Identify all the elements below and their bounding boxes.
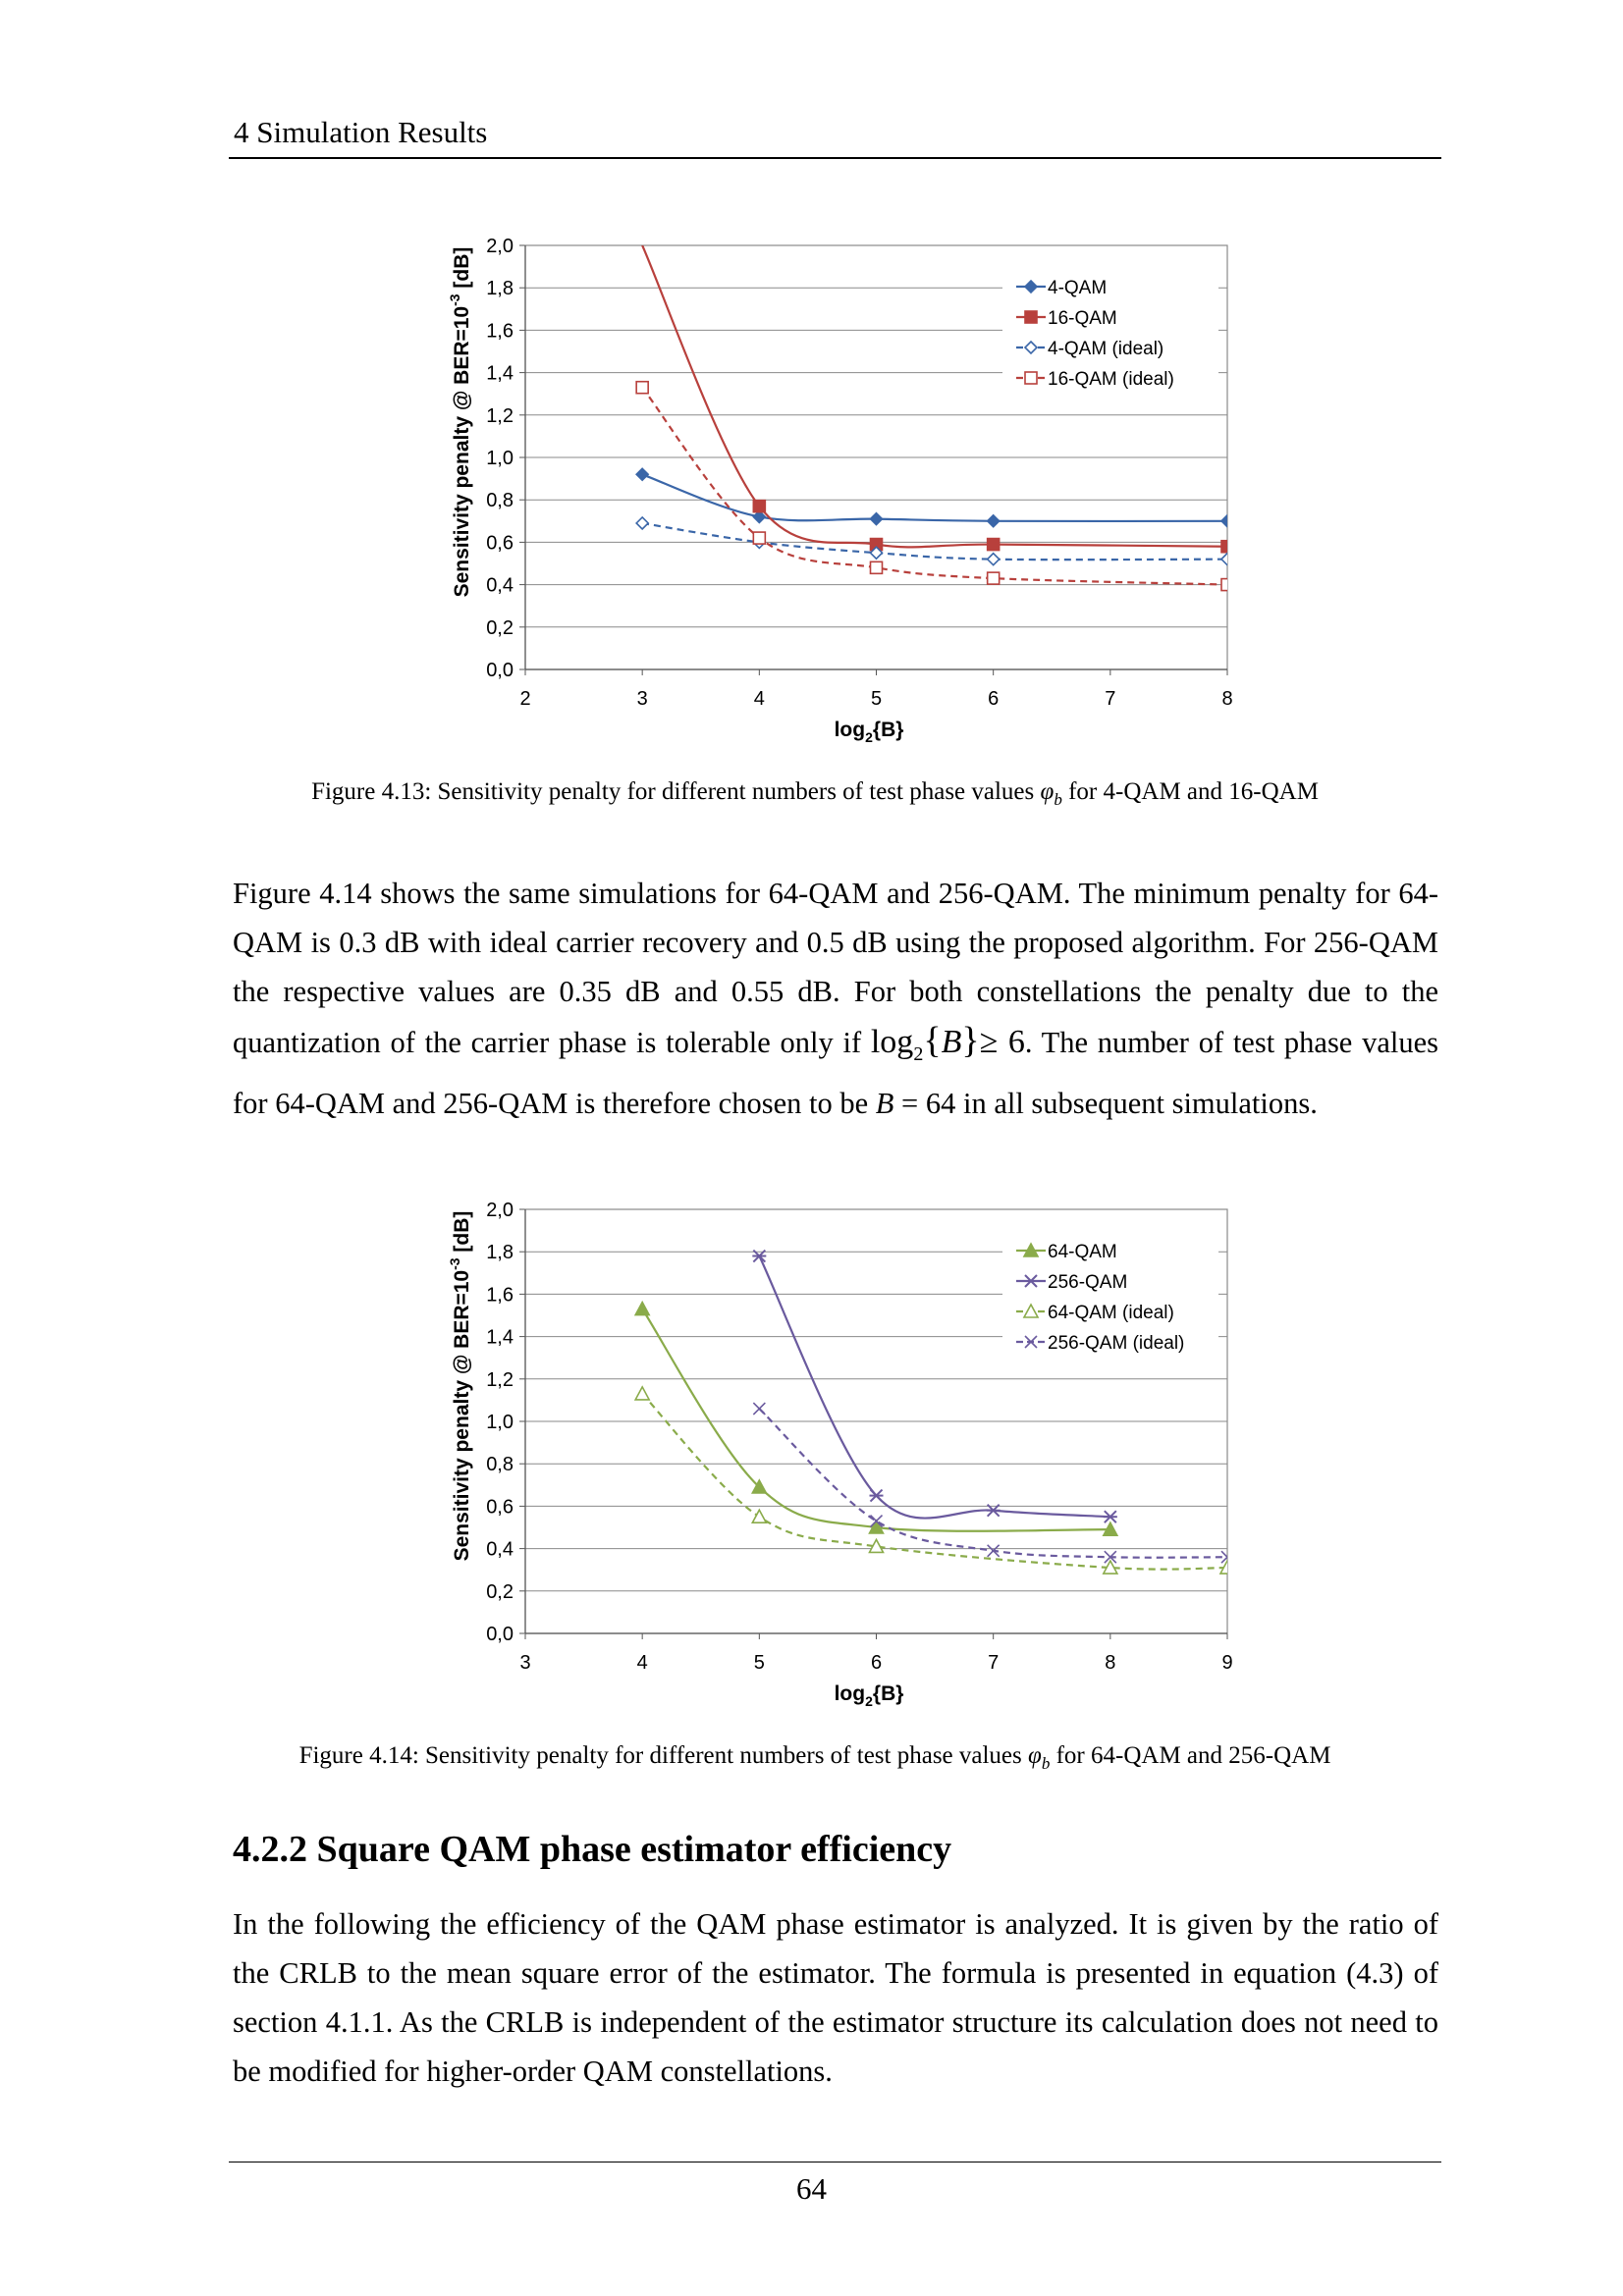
data-point bbox=[988, 572, 1000, 584]
caption-text: Figure 4.13: Sensitivity penalty for different numbers of test phase values bbox=[311, 778, 1041, 805]
figure-4-14-caption bbox=[177, 1742, 1453, 1774]
paragraph-text-2: . The number of test phase values for 64-QAM and 256-QAM is therefore chosen to be bbox=[233, 1026, 1438, 1120]
data-point bbox=[753, 501, 765, 512]
data-point bbox=[1104, 1511, 1117, 1522]
series-4-qam bbox=[636, 468, 1233, 527]
math-brace-open: { bbox=[923, 1020, 942, 1061]
x-tick-label: 4 bbox=[636, 1652, 648, 1674]
y-tick-label: 1,0 bbox=[486, 1412, 514, 1433]
data-point bbox=[636, 468, 648, 480]
caption-text-end: for 4-QAM and 16-QAM bbox=[1061, 778, 1319, 805]
body-paragraph-2 bbox=[233, 1899, 1438, 2096]
y-tick-label: 0,4 bbox=[486, 1538, 514, 1561]
data-point bbox=[753, 1403, 765, 1415]
data-point bbox=[635, 1303, 649, 1315]
footer-rule bbox=[229, 2162, 1441, 2163]
legend-label: 4-QAM (ideal) bbox=[1048, 339, 1164, 359]
y-axis-label bbox=[447, 247, 473, 598]
x-tick-label: 2 bbox=[519, 688, 531, 710]
caption-text-end: for 64-QAM and 256-QAM bbox=[1050, 1742, 1331, 1769]
y-axis-label-main: Sensitivity penalty @ BER=10 bbox=[451, 1269, 473, 1562]
y-tick-label: 0,4 bbox=[486, 574, 514, 597]
section-paragraph-text: In the following the efficiency of the QAM phase estimator is analyzed. It is given by the ratio of the CRLB to the mean square error of the estimator. The formula is presented in equation (4.3) of section 4.1.1. As the CRLB is independent of the estimator structure its calculation does not need to be modified for higher-order QAM constellations. bbox=[233, 1907, 1438, 2088]
body-paragraph-1 bbox=[233, 869, 1438, 1128]
data-point bbox=[871, 513, 883, 525]
data-point bbox=[1025, 372, 1037, 384]
y-axis-label-rest: [dB] bbox=[451, 246, 473, 294]
series-line bbox=[759, 1409, 1227, 1558]
variable-b: B bbox=[875, 1086, 894, 1120]
x-tick-label: 5 bbox=[870, 688, 883, 710]
legend-label: 64-QAM bbox=[1048, 1242, 1117, 1262]
series-line bbox=[642, 388, 1227, 585]
series-line bbox=[642, 474, 1227, 521]
y-tick-label: 0,8 bbox=[486, 490, 514, 512]
data-point bbox=[870, 1490, 884, 1502]
caption-subscript: b bbox=[1041, 1754, 1051, 1773]
legend-label: 4-QAM bbox=[1048, 278, 1108, 298]
x-axis-label-rest: {B} bbox=[872, 719, 904, 741]
y-tick-label: 0,0 bbox=[486, 1624, 514, 1645]
data-point bbox=[988, 539, 1000, 551]
caption-symbol: φ bbox=[1040, 778, 1055, 805]
math-var: B bbox=[941, 1024, 962, 1060]
data-point bbox=[1221, 541, 1233, 553]
page-number: 64 bbox=[796, 2171, 827, 2206]
y-tick-label: 1,0 bbox=[486, 448, 514, 469]
y-tick-label: 1,6 bbox=[486, 1284, 514, 1307]
legend bbox=[1002, 1229, 1218, 1354]
y-tick-label: 1,8 bbox=[486, 278, 514, 300]
figure-4-13-caption bbox=[177, 778, 1453, 810]
series-256-qam-ideal bbox=[753, 1403, 1233, 1563]
caption-subscript: b bbox=[1054, 790, 1062, 809]
series-64-qam-ideal bbox=[635, 1387, 1234, 1574]
legend-label: 16-QAM (ideal) bbox=[1048, 369, 1174, 390]
x-axis-label bbox=[835, 1682, 904, 1709]
math-inline bbox=[870, 1020, 1025, 1065]
x-axis-label bbox=[835, 719, 904, 745]
y-axis-label-rest: [dB] bbox=[451, 1210, 473, 1258]
svg-text:Sensitivity penalty @ BER=10-3 bbox=[447, 1211, 473, 1562]
y-axis-label-main: Sensitivity penalty @ BER=10 bbox=[451, 305, 473, 598]
running-head-text: 4 Simulation Results bbox=[234, 115, 488, 149]
x-tick-label: 5 bbox=[753, 1652, 765, 1674]
data-point bbox=[753, 532, 765, 544]
legend bbox=[1002, 265, 1218, 390]
legend-label: 256-QAM (ideal) bbox=[1048, 1333, 1185, 1354]
data-point bbox=[1221, 579, 1233, 591]
running-header bbox=[229, 110, 1441, 159]
data-point bbox=[1221, 554, 1233, 565]
x-axis-label-main: log bbox=[834, 719, 866, 741]
math-sub: 2 bbox=[913, 1042, 924, 1065]
y-tick-label: 0,6 bbox=[486, 532, 514, 555]
legend-label: 16-QAM bbox=[1048, 308, 1117, 329]
y-tick-label: 0,6 bbox=[486, 1496, 514, 1519]
caption-text: Figure 4.14: Sensitivity penalty for different numbers of test phase values bbox=[298, 1742, 1029, 1769]
x-tick-label: 4 bbox=[753, 688, 765, 710]
series-16-qam-ideal bbox=[636, 382, 1233, 591]
y-tick-label: 1,2 bbox=[486, 404, 514, 427]
svg-text:Sensitivity penalty @ BER=10-3 bbox=[447, 247, 473, 598]
paragraph-text: Figure 4.14 shows the same simulations for 64-QAM and 256-QAM. The minimum penalty for 64-QAM is 0.3 dB with ideal carrier recovery and 0.5 dB using the proposed algorithm. For 256-QAM the respective values are 0.35 dB and 0.55 dB. For both constellations the penalty due to the quantization of the carrier phase is tolerable only if bbox=[233, 877, 1438, 1059]
data-point bbox=[871, 561, 883, 573]
x-tick-label: 6 bbox=[988, 688, 1000, 710]
y-axis-label bbox=[447, 1211, 473, 1562]
y-tick-label: 2,0 bbox=[486, 1200, 514, 1221]
paragraph-text-3: = 64 in all subsequent simulations. bbox=[893, 1086, 1318, 1120]
math-relation: ≥ 6 bbox=[979, 1024, 1025, 1060]
x-tick-label: 6 bbox=[870, 1652, 883, 1674]
y-tick-label: 2,0 bbox=[486, 236, 514, 257]
y-tick-label: 1,4 bbox=[486, 362, 514, 385]
y-axis-label-sup: -3 bbox=[447, 294, 462, 306]
x-axis-label-rest: {B} bbox=[872, 1682, 904, 1705]
y-tick-label: 1,2 bbox=[486, 1368, 514, 1391]
figure-4-14-chart bbox=[432, 1190, 1237, 1725]
caption-symbol: φ bbox=[1028, 1742, 1042, 1769]
legend-label: 256-QAM bbox=[1048, 1272, 1128, 1293]
data-point bbox=[988, 515, 1000, 527]
x-axis-label-sub: 2 bbox=[865, 1693, 873, 1709]
y-tick-label: 1,6 bbox=[486, 320, 514, 343]
legend-label: 64-QAM (ideal) bbox=[1048, 1303, 1174, 1323]
x-tick-label: 7 bbox=[1105, 688, 1116, 710]
data-point bbox=[635, 1387, 649, 1400]
series-4-qam-ideal bbox=[636, 517, 1233, 565]
x-tick-label: 8 bbox=[1105, 1652, 1116, 1674]
data-point bbox=[636, 517, 648, 529]
y-tick-label: 0,0 bbox=[486, 660, 514, 681]
y-axis-label-sup: -3 bbox=[447, 1257, 462, 1270]
series-line bbox=[642, 523, 1227, 560]
y-tick-label: 0,8 bbox=[486, 1454, 514, 1476]
x-tick-label: 3 bbox=[519, 1652, 531, 1674]
x-axis-label-sub: 2 bbox=[865, 729, 873, 745]
data-point bbox=[1221, 515, 1233, 527]
data-point bbox=[1025, 311, 1037, 323]
data-point bbox=[752, 1510, 766, 1522]
y-tick-label: 1,8 bbox=[486, 1242, 514, 1264]
figure-4-13-chart bbox=[432, 226, 1237, 761]
y-tick-label: 1,4 bbox=[486, 1326, 514, 1349]
math-brace-close: } bbox=[961, 1020, 980, 1061]
data-point bbox=[636, 382, 648, 394]
x-tick-label: 7 bbox=[988, 1652, 1000, 1674]
y-tick-label: 0,2 bbox=[486, 616, 514, 639]
data-point bbox=[988, 554, 1000, 565]
x-tick-label: 3 bbox=[636, 688, 648, 710]
y-tick-label: 0,2 bbox=[486, 1580, 514, 1603]
x-tick-label: 9 bbox=[1221, 1652, 1233, 1674]
x-axis-label-main: log bbox=[834, 1682, 866, 1705]
x-tick-label: 8 bbox=[1221, 688, 1233, 710]
math-log: log bbox=[870, 1024, 914, 1060]
section-heading: 4.2.2 Square QAM phase estimator efficiency bbox=[233, 1829, 952, 1870]
